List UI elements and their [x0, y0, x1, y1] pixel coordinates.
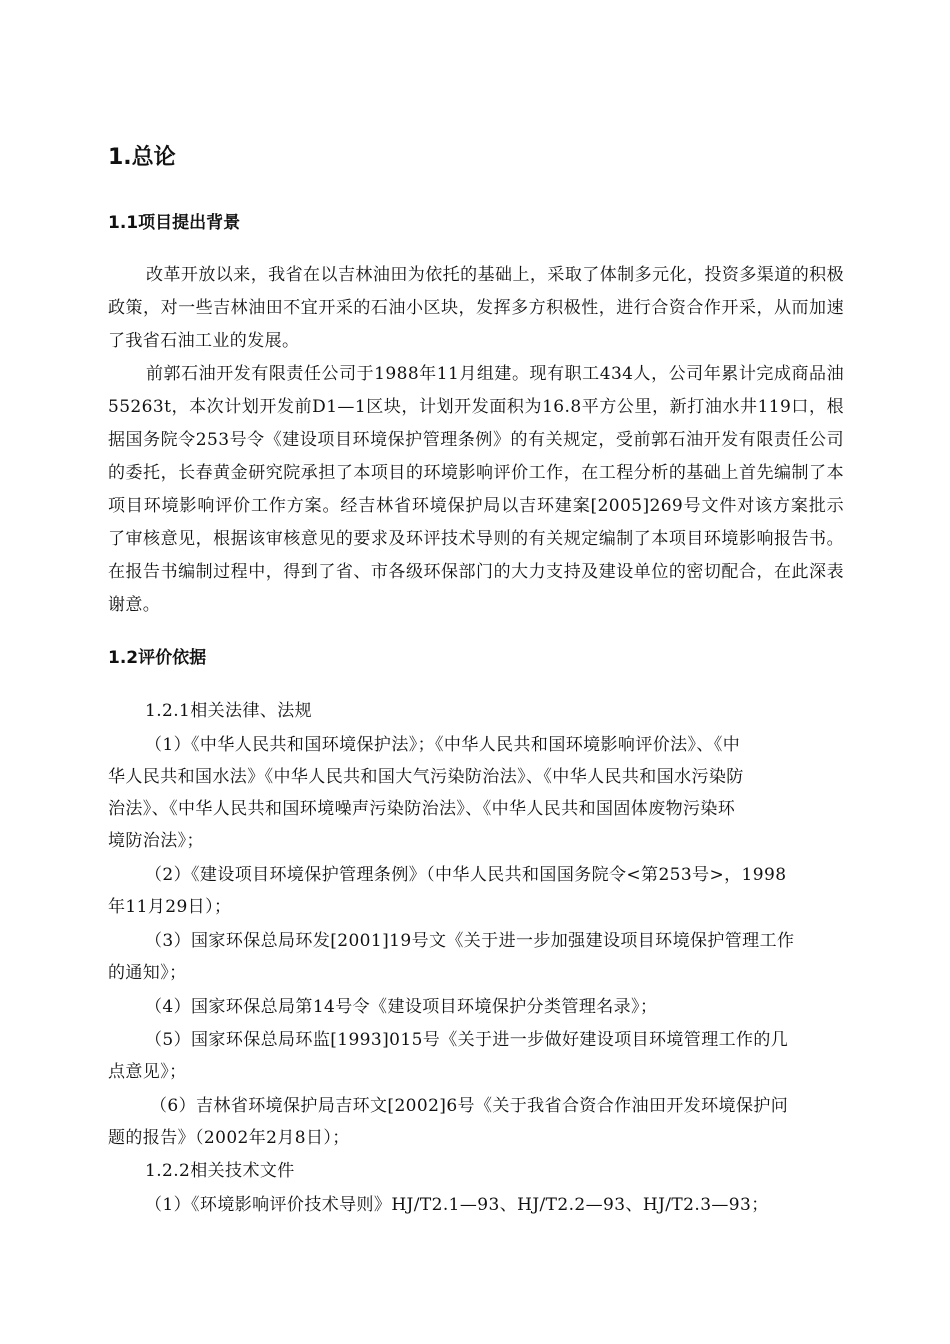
list-line: 的通知》； [108, 963, 187, 983]
list-line: （6）吉林省环境保护局吉环文[2002]6号《关于我省合资合作油田开发环境保护问 [150, 1096, 789, 1116]
list-line: 点意见》； [108, 1062, 187, 1082]
list-line: （4）国家环保总局第14号令《建设项目环境保护分类管理名录》； [145, 997, 658, 1017]
list-line: （1）《中华人民共和国环境保护法》；《中华人民共和国环境影响评价法》、《中 [145, 735, 741, 755]
subsection-title-1-2-1: 1.2.1相关法律、法规 [145, 701, 313, 721]
list-line: 华人民共和国水法》《中华人民共和国大气污染防治法》、《中华人民共和国水污染防 [108, 767, 744, 787]
list-line: 年11月29日）； [108, 897, 232, 917]
list-line: （3）国家环保总局环发[2001]19号文《关于进一步加强建设项目环境保护管理工作 [145, 931, 795, 951]
list-line: （1）《环境影响评价技术导则》HJ/T2.1—93、HJ/T2.2—93、HJ/T2.3—93； [145, 1195, 769, 1215]
chapter-title: 1.总论 [108, 145, 176, 170]
subsection-title-1-2-2: 1.2.2相关技术文件 [145, 1161, 295, 1181]
list-line: 境防治法》； [108, 831, 204, 851]
list-line: （2）《建设项目环境保护管理条例》（中华人民共和国国务院令<第253号>，1998 [145, 865, 787, 885]
paragraph-background-2: 前郭石油开发有限责任公司于1988年11月组建。现有职工434人，公司年累计完成商品油55263t，本次计划开发前D1—1区块，计划开发面积为16.8平方公里，新打油水井119口，根据国务院令253号令《建设项目环境保护管理条例》的有关规定，受前郭石油开发有限责任公司的委托，长春黄金研究院承担了本项目的环境影响评价工作，在工程分析的基础上首先编制了本项目环境影响评价工作方案。经吉林省环境保护局以吉环建案[2005]269号文件对该方案批示了审核意见，根据该审核意见的要求及环评技术导则的有关规定编制了本项目环境影响报告书。在报告书编制过程中，得到了省、市各级环保部门的大力支持及建设单位的密切配合，在此深表谢意。 [108, 364, 844, 615]
list-line: （5）国家环保总局环监[1993]015号《关于进一步做好建设项目环境管理工作的几 [145, 1030, 789, 1050]
section-title-1-1: 1.1项目提出背景 [108, 213, 241, 233]
section-title-1-2: 1.2评价依据 [108, 648, 207, 668]
paragraph-background-1: 改革开放以来，我省在以吉林油田为依托的基础上，采取了体制多元化，投资多渠道的积极政策，对一些吉林油田不宜开采的石油小区块，发挥多方积极性，进行合资合作开采，从而加速了我省石油工业的发展。 [108, 265, 844, 351]
list-line: 治法》、《中华人民共和国环境噪声污染防治法》、《中华人民共和国固体废物污染环 [108, 799, 736, 819]
list-line: 题的报告》（2002年2月8日）； [108, 1128, 350, 1148]
